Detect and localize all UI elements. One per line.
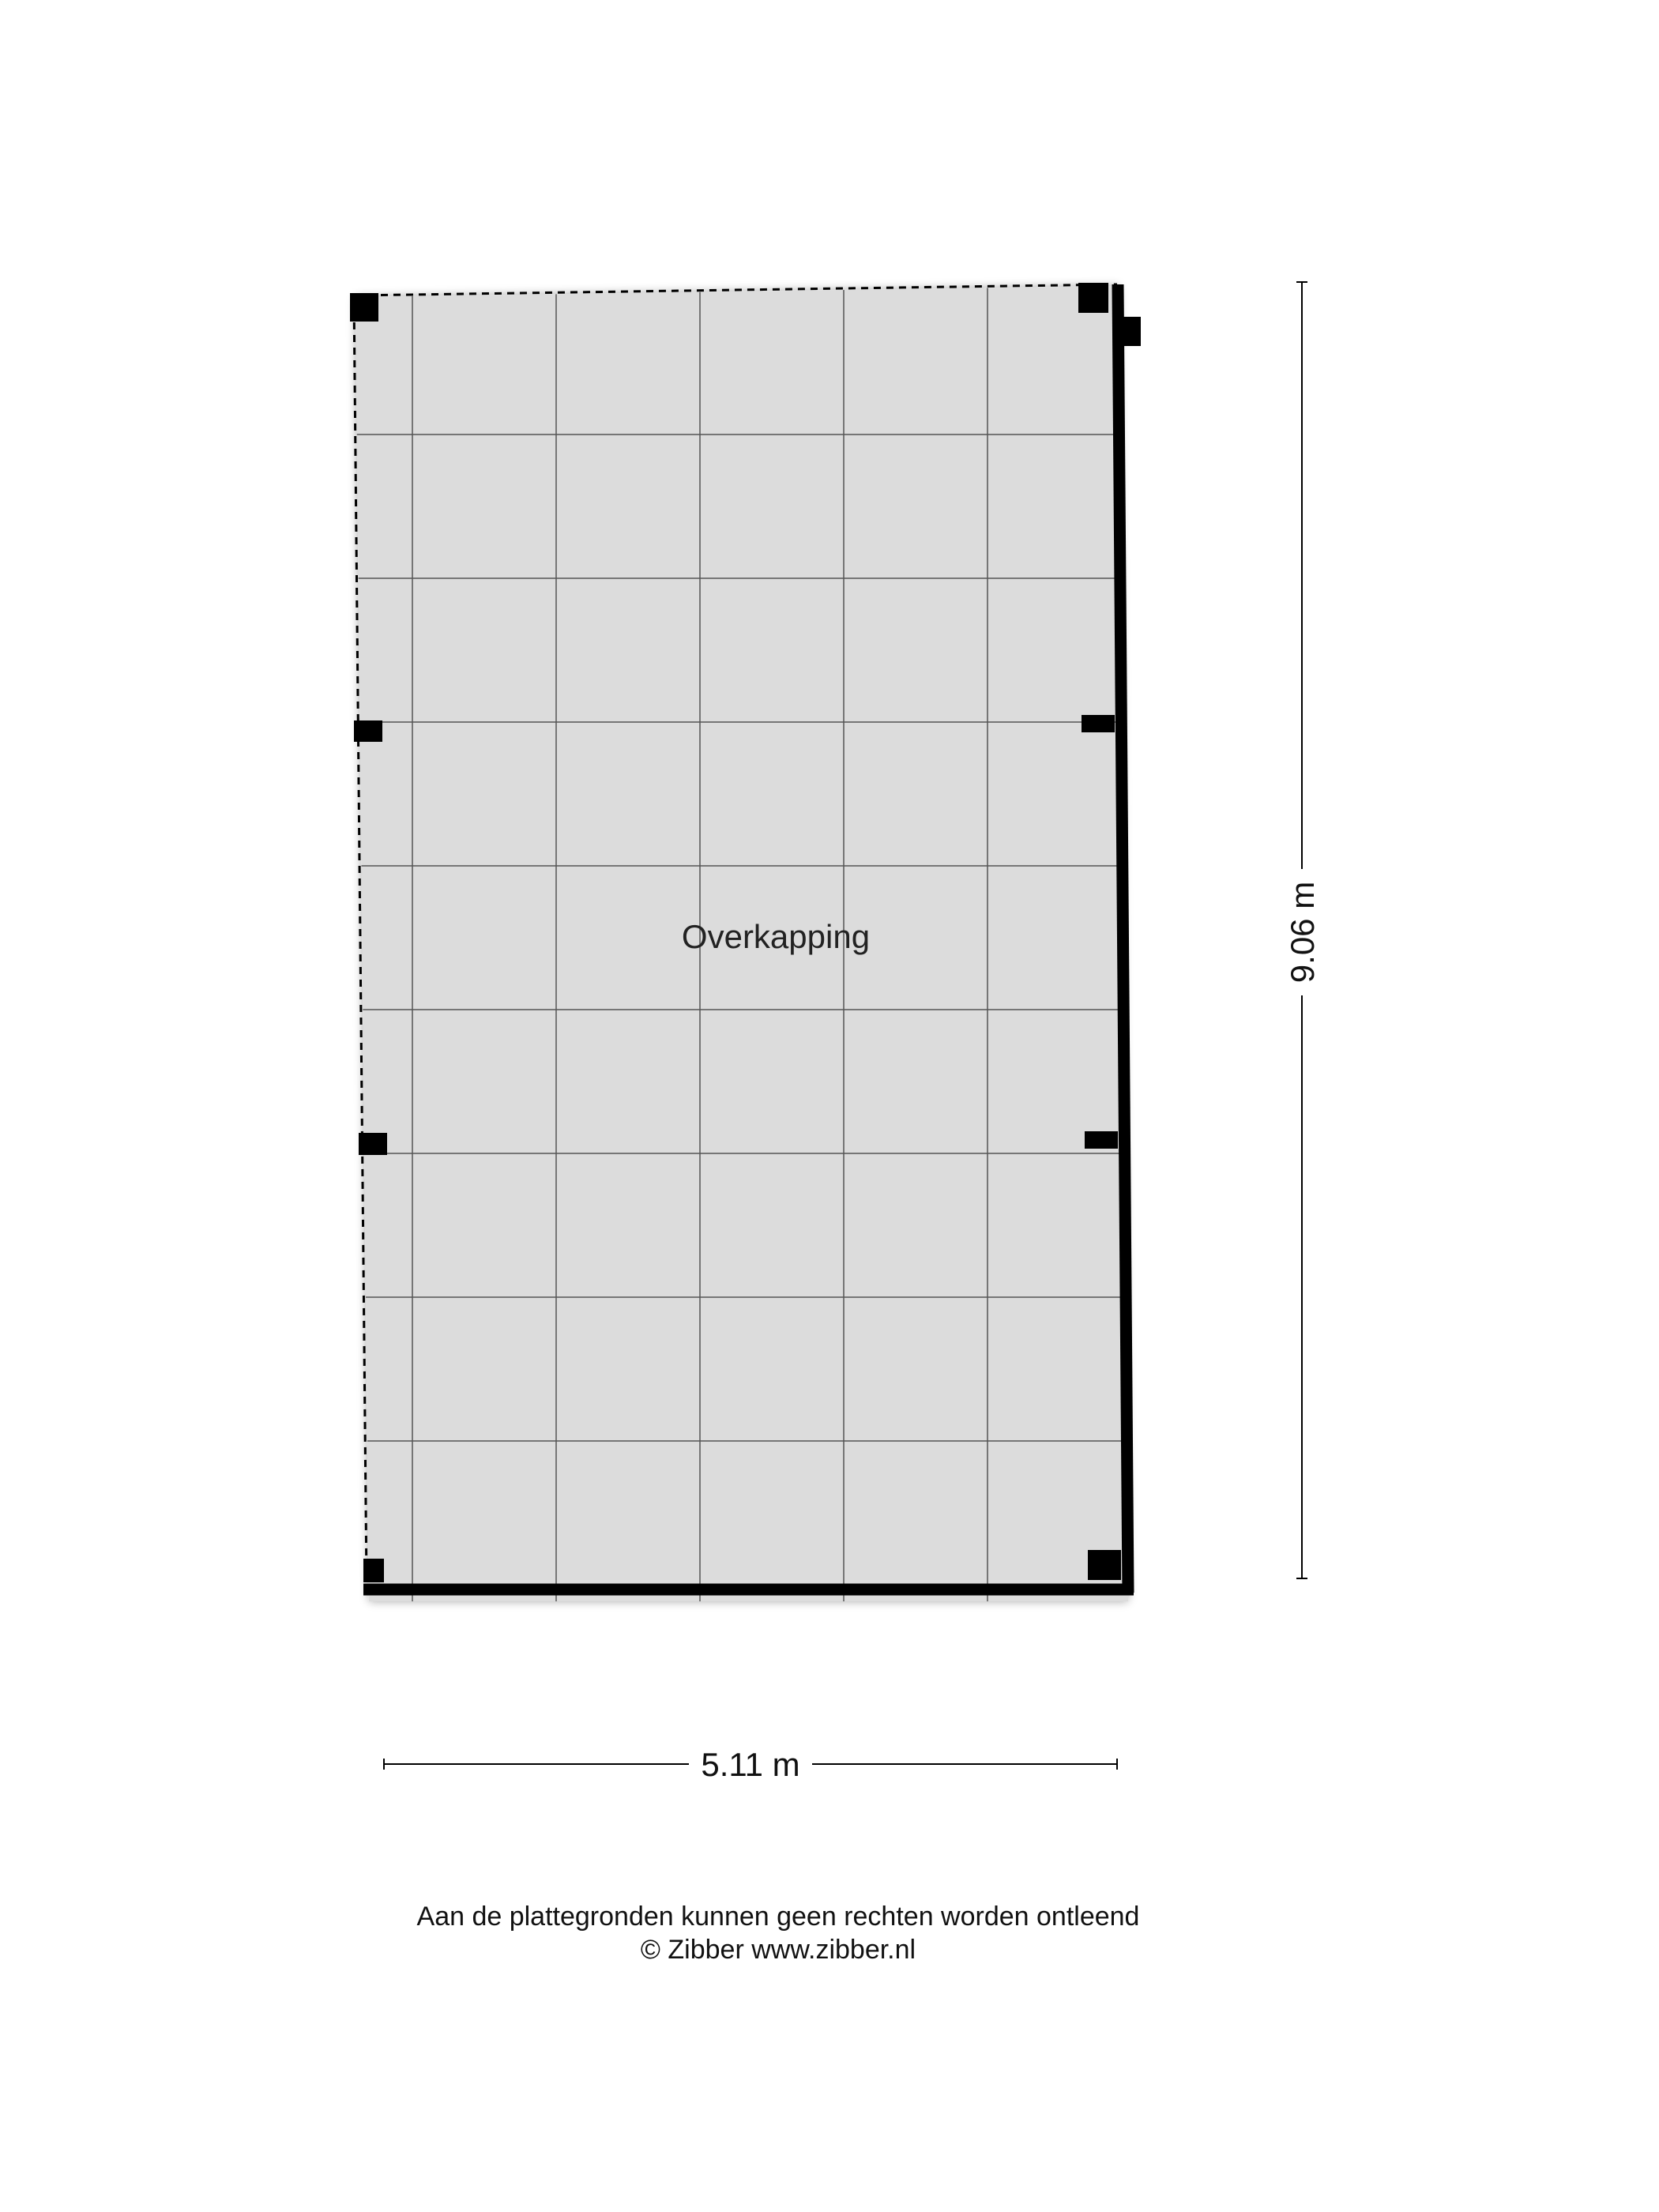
post-top-right-outer <box>1114 317 1141 346</box>
post-bottom-left <box>363 1559 384 1582</box>
depth-dimension-label: 9.06 m <box>1284 881 1321 984</box>
post-right-middle-lower <box>1085 1131 1118 1149</box>
copyright-text: © Zibber www.zibber.nl <box>640 1935 916 1965</box>
post-right-middle-upper <box>1082 715 1115 732</box>
footer <box>0 1900 1556 1966</box>
width-dimension-label: 5.11 m <box>701 1746 800 1783</box>
post-left-middle-lower <box>359 1133 387 1155</box>
post-top-left <box>350 293 378 322</box>
post-bottom-right <box>1088 1550 1121 1580</box>
room-name-label: Overkapping <box>681 918 871 955</box>
disclaimer-text: Aan de plattegronden kunnen geen rechten worden ontleend <box>416 1902 1140 1932</box>
post-left-middle-upper <box>354 720 382 742</box>
post-top-right <box>1078 283 1108 313</box>
